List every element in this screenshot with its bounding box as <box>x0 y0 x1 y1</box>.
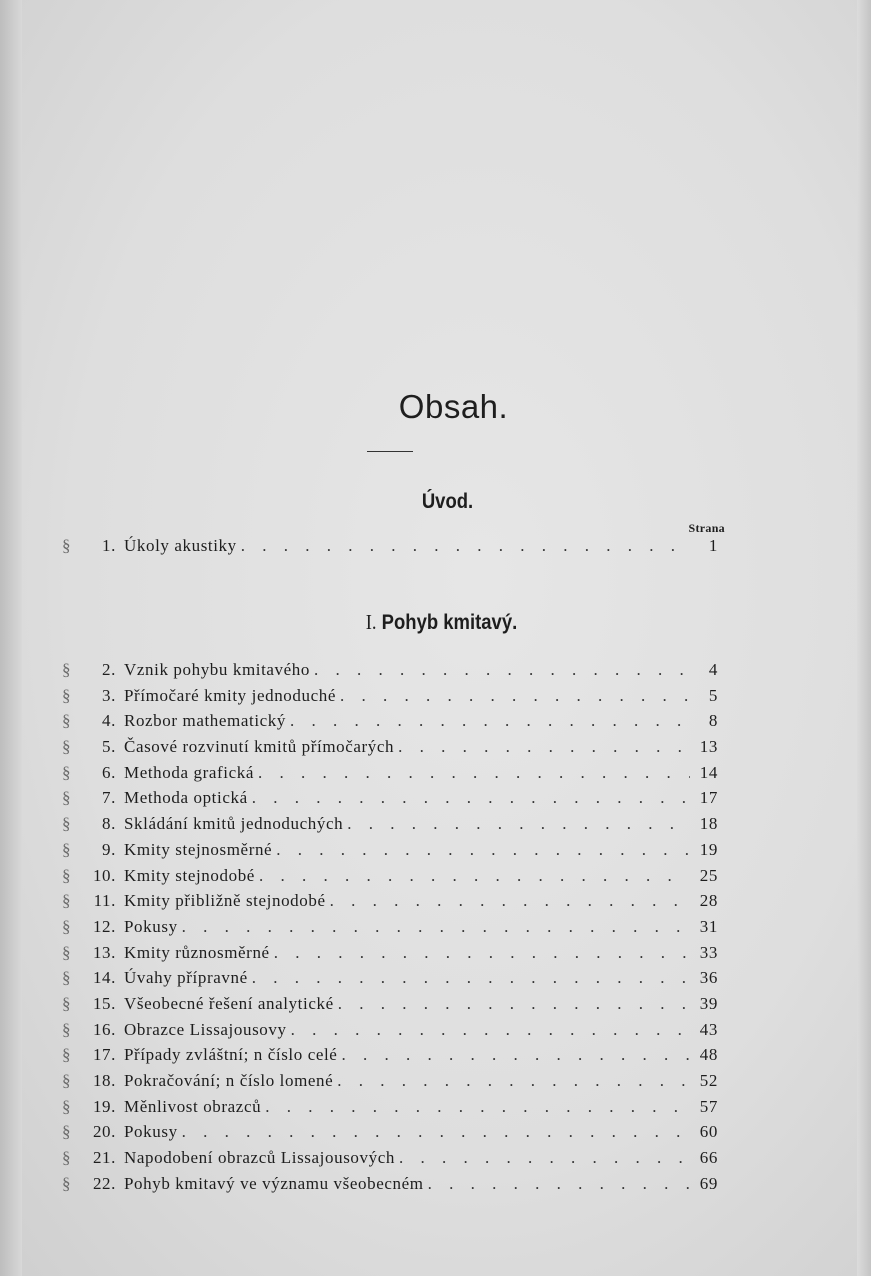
page-number: 17 <box>699 788 718 808</box>
chapter-title: Pohyb kmitavý. <box>381 611 518 634</box>
leader-dots <box>347 814 690 834</box>
page-number: 60 <box>699 1122 718 1142</box>
section-sign: § <box>62 916 72 936</box>
toc-entry <box>62 968 718 994</box>
section-title: Vznik pohybu kmitavého <box>124 660 311 679</box>
page-number: 1 <box>708 536 718 555</box>
leader-dots <box>338 994 690 1014</box>
leader-dots <box>252 788 690 808</box>
section-number: 13. <box>92 942 116 962</box>
toc-entry <box>62 1045 718 1071</box>
section-sign: § <box>62 865 72 885</box>
section-title: Pokusy <box>124 916 178 936</box>
section-sign: § <box>62 814 72 834</box>
toc-entry <box>62 536 718 562</box>
page-number: 13 <box>699 737 718 757</box>
section-sign: § <box>62 711 72 731</box>
page-number: 69 <box>699 1173 718 1193</box>
section-number: 22. <box>92 1173 116 1193</box>
page-number: 39 <box>699 993 718 1013</box>
section-title: Kmity stejnodobé <box>124 865 255 885</box>
section-title: Kmity stejnosměrné <box>124 839 273 859</box>
section-sign: § <box>62 1148 72 1168</box>
page-number: 33 <box>699 942 718 962</box>
section-title: Pokusy <box>124 1122 178 1142</box>
leader-dots <box>341 1045 690 1065</box>
toc-entry <box>62 994 718 1020</box>
leader-dots <box>291 1020 690 1040</box>
section-number: 17. <box>92 1045 116 1065</box>
section-number: 18. <box>92 1071 116 1090</box>
toc-entry <box>62 866 718 892</box>
toc-entry <box>62 686 718 712</box>
toc-entry <box>62 840 718 866</box>
page-number: 36 <box>699 968 718 988</box>
section-sign: § <box>62 1122 72 1142</box>
section-sign: § <box>62 660 72 679</box>
page-number: 19 <box>699 839 718 859</box>
section-number: 19. <box>92 1096 116 1116</box>
page-number: 5 <box>708 685 718 705</box>
intro-toc-list <box>62 536 718 562</box>
page-number: 52 <box>699 1071 718 1090</box>
section-number: 1. <box>102 536 116 555</box>
page-number: 66 <box>699 1148 718 1168</box>
page-title: Obsah. <box>398 388 509 425</box>
page-number: 4 <box>708 660 718 679</box>
section-title: Obrazce Lissajousovy <box>124 1019 287 1039</box>
section-title: Úkoly akustiky <box>124 536 237 555</box>
leader-dots <box>428 1174 690 1194</box>
section-number: 5. <box>102 737 116 757</box>
section-number: 8. <box>102 814 116 834</box>
page-binding-shadow <box>0 0 22 1276</box>
toc-entry <box>62 788 718 814</box>
section-sign: § <box>62 1045 72 1065</box>
section-number: 12. <box>92 916 116 936</box>
section-sign: § <box>62 1096 72 1116</box>
toc-entry <box>62 943 718 969</box>
toc-entry <box>62 1071 718 1097</box>
section-number: 6. <box>102 762 116 782</box>
section-title: Případy zvláštní; n číslo celé <box>124 1045 338 1065</box>
chapter-number: I. <box>365 610 377 634</box>
page-column-label: Strana <box>688 521 725 535</box>
section-title: Přímočaré kmity jednoduché <box>124 685 336 705</box>
chapter-heading <box>58 610 824 635</box>
leader-dots <box>274 943 690 963</box>
section-number: 7. <box>102 788 116 808</box>
toc-entry <box>62 737 718 763</box>
section-sign: § <box>62 536 72 555</box>
section-number: 16. <box>92 1019 116 1039</box>
section-number: 21. <box>92 1148 116 1168</box>
section-sign: § <box>62 788 72 808</box>
section-title: Methoda optická <box>124 788 248 808</box>
leader-dots <box>182 1122 690 1142</box>
page-number: 28 <box>699 891 718 911</box>
section-number: 9. <box>102 839 116 859</box>
section-number: 4. <box>102 711 116 731</box>
leader-dots <box>241 536 690 556</box>
page-number: 43 <box>699 1019 718 1039</box>
section-title: Pohyb kmitavý ve významu všeobecném <box>124 1173 424 1193</box>
toc-entry <box>62 711 718 737</box>
toc-entry <box>62 1020 718 1046</box>
section-title: Úvahy přípravné <box>124 968 248 988</box>
section-number: 3. <box>102 685 116 705</box>
leader-dots <box>265 1097 690 1117</box>
page-number: 31 <box>699 916 718 936</box>
page-number: 48 <box>699 1045 718 1065</box>
section-number: 15. <box>92 993 116 1013</box>
leader-dots <box>258 763 690 783</box>
section-sign: § <box>62 685 72 705</box>
toc-entry <box>62 891 718 917</box>
toc-entry <box>62 660 718 686</box>
section-title: Pokračování; n číslo lomené <box>124 1071 334 1090</box>
title-divider <box>367 451 413 452</box>
chapter-toc-list <box>62 660 718 1199</box>
section-number: 11. <box>93 891 116 911</box>
section-sign: § <box>62 737 72 757</box>
toc-entry <box>62 814 718 840</box>
section-sign: § <box>62 891 72 911</box>
leader-dots <box>252 968 690 988</box>
page-number: 57 <box>699 1096 718 1116</box>
section-sign: § <box>62 762 72 782</box>
page-number: 8 <box>708 711 718 731</box>
leader-dots <box>182 917 690 937</box>
leader-dots <box>399 1148 690 1168</box>
section-title: Měnlivost obrazců <box>124 1096 262 1116</box>
page-number: 25 <box>699 865 718 885</box>
section-title: Kmity přibližně stejnodobé <box>124 891 326 911</box>
section-sign: § <box>62 968 72 988</box>
section-number: 20. <box>92 1122 116 1142</box>
section-sign: § <box>62 993 72 1013</box>
toc-entry <box>62 917 718 943</box>
page-number: 18 <box>699 814 718 834</box>
section-number: 14. <box>92 968 116 988</box>
section-sign: § <box>62 839 72 859</box>
section-title: Časové rozvinutí kmitů přímočarých <box>124 737 395 757</box>
section-title: Skládání kmitů jednoduchých <box>124 814 344 834</box>
leader-dots <box>398 737 690 757</box>
toc-entry <box>62 763 718 789</box>
section-sign: § <box>62 1071 72 1090</box>
toc-entry <box>62 1122 718 1148</box>
section-title: Methoda grafická <box>124 762 254 782</box>
leader-dots <box>330 891 690 911</box>
section-title: Rozbor mathematický <box>124 711 286 731</box>
section-sign: § <box>62 942 72 962</box>
leader-dots <box>259 866 690 886</box>
page-number: 14 <box>699 762 718 782</box>
section-number: 10. <box>92 865 116 885</box>
section-number: 2. <box>102 660 116 679</box>
section-title: Všeobecné řešení analytické <box>124 993 334 1013</box>
leader-dots <box>337 1071 690 1091</box>
toc-entry <box>62 1174 718 1200</box>
leader-dots <box>276 840 690 860</box>
page-edge-shadow <box>857 0 871 1276</box>
intro-heading: Úvod. <box>421 490 474 513</box>
leader-dots <box>290 711 690 731</box>
section-title: Napodobení obrazců Lissajousových <box>124 1148 395 1168</box>
section-sign: § <box>62 1173 72 1193</box>
section-sign: § <box>62 1019 72 1039</box>
toc-entry <box>62 1148 718 1174</box>
leader-dots <box>340 686 690 706</box>
leader-dots <box>314 660 690 680</box>
toc-entry <box>62 1097 718 1123</box>
section-title: Kmity různosměrné <box>124 942 270 962</box>
